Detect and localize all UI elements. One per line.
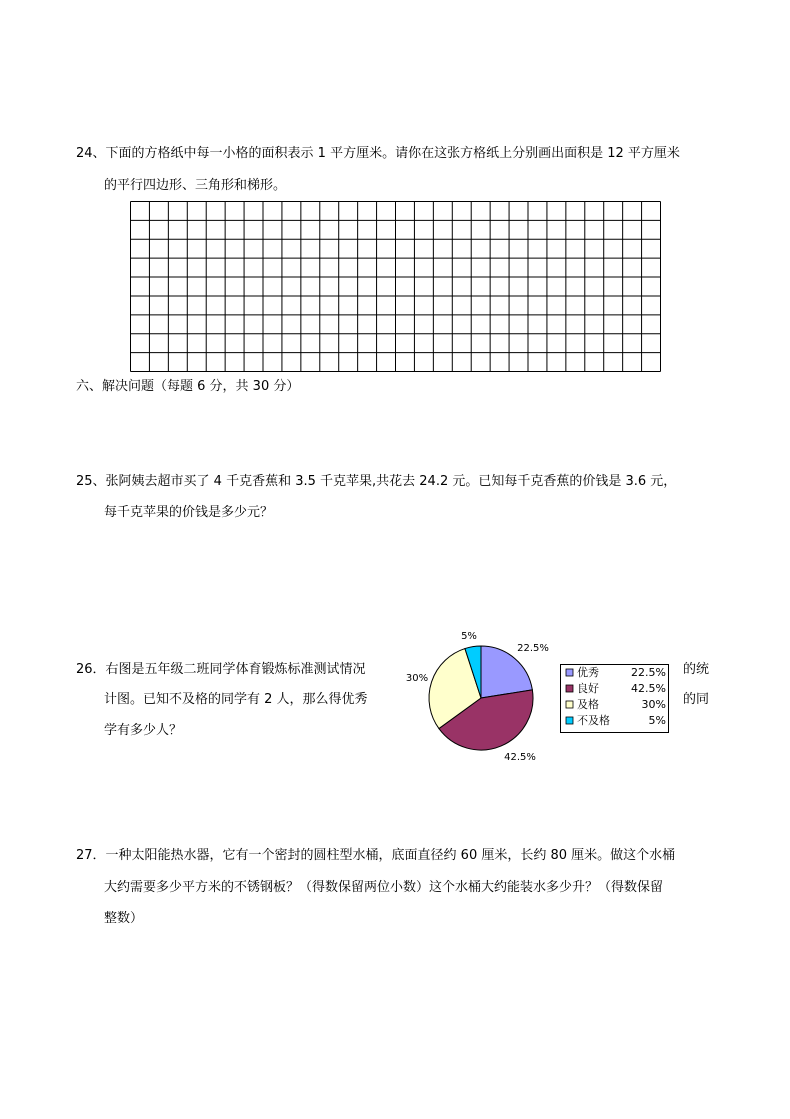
legend-swatch-2 xyxy=(566,701,573,708)
pie-chart xyxy=(400,625,675,770)
legend-value-2: 30% xyxy=(641,698,666,711)
pie-slice-label-0: 22.5% xyxy=(517,643,549,654)
q26-line2: 计图。已知不及格的同学有 2 人，那么得优秀 xyxy=(104,692,368,707)
pie-slices xyxy=(429,646,533,750)
legend-value-0: 22.5% xyxy=(631,666,666,679)
legend-label-1: 良好 xyxy=(577,682,599,695)
legend-swatch-3 xyxy=(566,717,573,724)
q27-line3: 整数） xyxy=(104,911,144,926)
pie-slice-label-3: 5% xyxy=(461,631,477,642)
q25-line2: 每千克苹果的价钱是多少元？ xyxy=(104,505,274,520)
q24-line1: 24、下面的方格纸中每一小格的面积表示 1 平方厘米。请你在这张方格纸上分别画出面积是 12 平方厘米 xyxy=(76,146,680,161)
legend-swatch-1 xyxy=(566,685,573,692)
legend-label-2: 及格 xyxy=(577,698,599,711)
q25-line1: 25、张阿姨去超市买了 4 千克香蕉和 3.5 千克苹果,共花去 24.2 元。已知每千克香蕉的价钱是 3.6 元， xyxy=(76,474,677,489)
q27-line1: 27．一种太阳能热水器，它有一个密封的圆柱型水桶，底面直径约 60 厘米，长约 80 厘米。做这个水桶 xyxy=(76,848,676,863)
legend-label-0: 优秀 xyxy=(577,666,599,679)
square-grid xyxy=(130,201,661,372)
q26-line3: 学有多少人？ xyxy=(104,723,183,738)
pie-slice-label-1: 42.5% xyxy=(504,752,536,763)
legend-label-3: 不及格 xyxy=(577,714,610,727)
q26-line2-end: 的同 xyxy=(683,692,710,707)
q26-line1-end: 的统 xyxy=(683,662,710,677)
q27-line2: 大约需要多少平方米的不锈钢板？（得数保留两位小数）这个水桶大约能装水多少升？（得数保留 xyxy=(104,880,664,895)
section-six-heading: 六、解决问题（每题 6 分，共 30 分） xyxy=(76,379,300,394)
legend-value-1: 42.5% xyxy=(631,682,666,695)
legend-value-3: 5% xyxy=(648,714,666,727)
q26-line1: 26．右图是五年级二班同学体育锻炼标准测试情况 xyxy=(76,662,366,677)
q24-line2: 的平行四边形、三角形和梯形。 xyxy=(104,178,287,193)
legend-swatch-0 xyxy=(566,669,573,676)
pie-legend xyxy=(561,665,669,733)
pie-slice-label-2: 30% xyxy=(405,673,429,684)
